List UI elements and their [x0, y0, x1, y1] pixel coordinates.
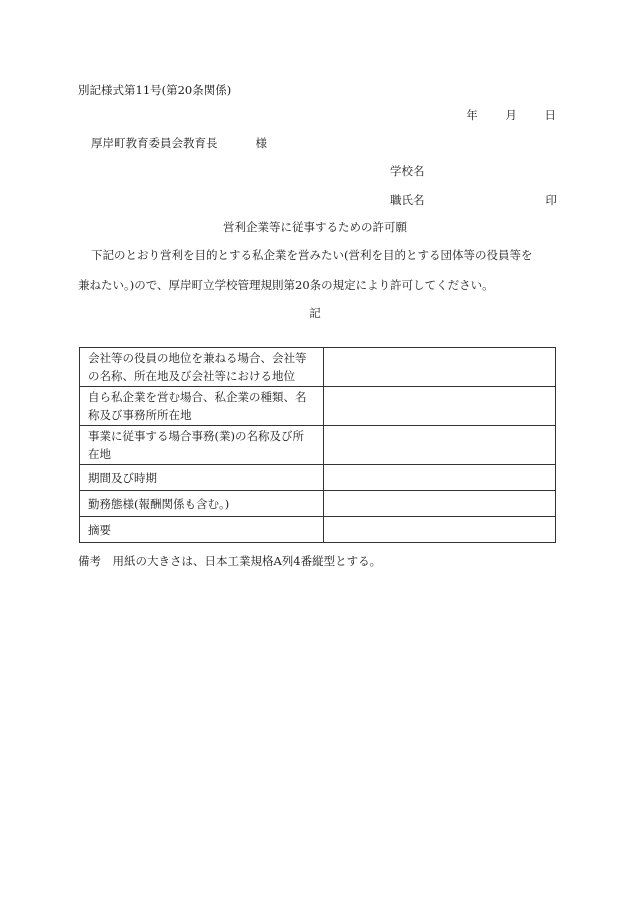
row-value-field[interactable] [324, 387, 556, 426]
row-label: 勤務態様(報酬関係も含む。) [80, 491, 324, 517]
addressee [91, 138, 267, 150]
row-label: 事業に従事する場合事務(業)の名称及び所 在地 [80, 426, 324, 465]
body-text-line-2: 兼ねたい。)ので、厚岸町立学校管理規則第20条の規定により許可してください。 [78, 278, 494, 292]
table-row [80, 348, 556, 387]
table-row [80, 465, 556, 491]
application-details-table [79, 347, 556, 543]
row-value-field[interactable] [324, 348, 556, 387]
addressee-honorific: 様 [255, 136, 267, 150]
remarks-note: 備考 用紙の大きさは、日本工業規格A列4番縦型とする。 [78, 554, 382, 568]
table-row [80, 426, 556, 465]
seal-mark: 印 [545, 193, 557, 207]
row-label: 摘要 [80, 517, 324, 543]
table-row [80, 387, 556, 426]
row-value-field[interactable] [324, 426, 556, 465]
name-label: 職氏名 [390, 193, 425, 207]
addressee-name: 厚岸町教育委員会教育長 [91, 136, 218, 150]
row-label: 自ら私企業を営む場合、私企業の種類、名 称及び事務所所在地 [80, 387, 324, 426]
row-value-field[interactable] [324, 491, 556, 517]
date-day: 日 [544, 108, 556, 122]
row-label: 会社等の役員の地位を兼ねる場合、会社等 の名称、所在地及び会社等における地位 [80, 348, 324, 387]
date-month: 月 [505, 108, 517, 122]
school-name-label: 学校名 [390, 164, 425, 178]
form-number: 別記様式第11号(第20条関係) [78, 83, 232, 97]
row-value-field[interactable] [324, 465, 556, 491]
document-title: 営利企業等に従事するための許可願 [223, 220, 407, 234]
applicant-name-row [390, 195, 557, 207]
body-text-line-1: 下記のとおり営利を目的とする私企業を営みたい(営利を目的とする団体等の役員等を [91, 248, 533, 262]
row-value-field[interactable] [324, 517, 556, 543]
table-row [80, 517, 556, 543]
date-line [466, 110, 556, 122]
ki-heading: 記 [309, 306, 321, 320]
row-label: 期間及び時期 [80, 465, 324, 491]
table-row [80, 491, 556, 517]
date-year: 年 [466, 108, 478, 122]
